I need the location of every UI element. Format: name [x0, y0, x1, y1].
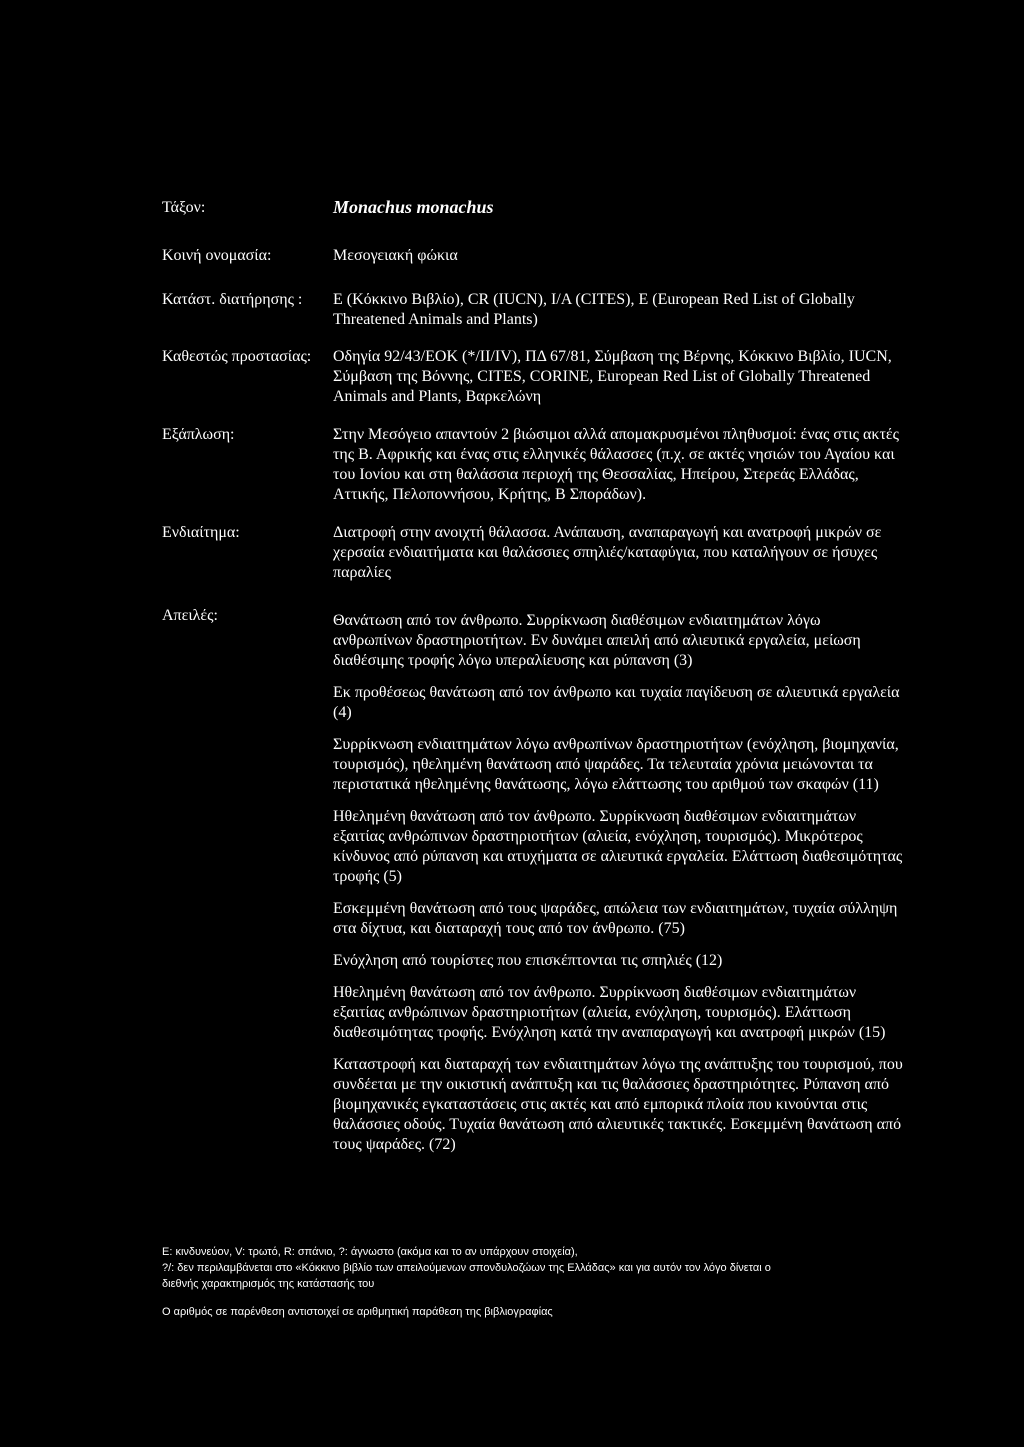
threat-item: Ενόχληση από τουρίστες που επισκέπτονται τις σπηλιές (12)	[333, 952, 723, 969]
threat-item: Ηθελημένη θανάτωση από τον άνθρωπο. Συρρίκνωση διαθέσιμων ενδιαιτημάτων εξαιτίας ανθρώπινων δραστηριοτήτων (αλιεία, ενόχληση, τουρισμός). Μικρότερος κίνδυνος από ρύπανση και ατυχήματα σε αλιευτικά εργαλεία. Ελάττωση διαθεσιμότητας τροφής (5)	[333, 808, 903, 885]
threat-item: Ηθελημένη θανάτωση από τον άνθρωπο. Συρρίκνωση διαθέσιμων ενδιαιτημάτων εξαιτίας ανθρώπινων δραστηριοτήτων (αλιεία, ενόχληση, τουρισμός). Ελάττωση διαθεσιμότητας τροφής. Ενόχληση κατά την αναπαραγωγή και ανατροφή μικρών (15)	[333, 984, 886, 1041]
threat-item: Συρρίκνωση ενδιαιτημάτων λόγω ανθρωπίνων δραστηριοτήτων (ενόχληση, βιομηχανία, τουρισμός), ηθελημένη θανάτωση από ψαράδες. Τα τελευταία χρόνια μειώνονται τα περιστατικά ηθελημένης θανάτωσης, λόγω ελάττωσης του αριθμού των σκαφών (11)	[333, 736, 899, 793]
footnotes	[162, 1244, 862, 1320]
taxon-value: Monachus monachus	[333, 197, 494, 217]
common-name-label: Κοινή ονομασία:	[162, 247, 272, 264]
threat-item: Καταστροφή και διαταραχή των ενδιαιτημάτων λόγω της ανάπτυξης του τουρισμού, που συνδέεται με την οικιστική ανάπτυξη και τις θαλάσσιες δραστηριότητες. Ρύπανση από βιομηχανικές εγκαταστάσεις στις ακτές και από εμπορικά πλοία που κινούνται στις θαλάσσιες οδούς. Τυχαία θανάτωση από αλιευτικές τακτικές. Εσκεμμένη θανάτωση από τους ψαράδες. (72)	[333, 1056, 903, 1153]
taxon-label: Τάξον:	[162, 199, 206, 216]
threat-item: Εσκεμμένη θανάτωση από τους ψαράδες, απώλεια των ενδιαιτημάτων, τυχαία σύλληψη στα δίχτυα, και διαταραχή τους από τον άνθρωπο. (75)	[333, 900, 898, 937]
habitat-label: Ενδιαίτημα:	[162, 524, 240, 541]
threat-item: Θανάτωση από τον άνθρωπο. Συρρίκνωση διαθέσιμων ενδιαιτημάτων λόγω ανθρωπίνων δραστηριοτήτων. Εν δυνάμει απειλή από αλιευτικά εργαλεία, μείωση διαθέσιμης τροφής λόγω υπεραλίευσης και ρύπανση (3)	[333, 612, 861, 669]
threat-item: Εκ προθέσεως θανάτωση από τον άνθρωπο και τυχαία παγίδευση σε αλιευτικά εργαλεία (4)	[333, 684, 900, 721]
habitat-value: Διατροφή στην ανοιχτή θάλασσα. Ανάπαυση, αναπαραγωγή και ανατροφή μικρών σε χερσαία ενδιαιτήματα και θαλάσσιες σπηλιές/καταφύγια, που καταλήγουν σε ήσυχες παραλίες	[333, 524, 882, 581]
threats-label: Απειλές:	[162, 607, 218, 624]
conservation-status-value: E (Κόκκινο Βιβλίο), CR (IUCN), I/A (CITES), E (European Red List of Globally Threatened Animals and Plants)	[333, 291, 855, 328]
conservation-status-label: Κατάστ. διατήρησης :	[162, 291, 303, 308]
threats-list	[333, 611, 903, 1167]
footnote-references: Ο αριθμός σε παρένθεση αντιστοιχεί σε αριθμητική παράθεση της βιβλιογραφίας	[162, 1306, 553, 1318]
distribution-value: Στην Μεσόγειο απαντούν 2 βιώσιμοι αλλά απομακρυσμένοι πληθυσμοί: ένας στις ακτές της Β. Αφρικής και ένας στις ελληνικές θάλασσες (π.χ. σε ακτές νησιών του Αγαίου και του Ιονίου και στη θαλάσσια περιοχή της Θεσσαλίας, Ηπείρου, Στερεάς Ελλάδας, Αττικής, Πελοποννήσου, Κρήτης, Β Σποράδων).	[333, 426, 899, 503]
footnote-legend: E: κινδυνεύον, V: τρωτό, R: σπάνιο, ?: άγνωστο (ακόμα και το αν υπάρχουν στοιχεία),	[162, 1246, 578, 1258]
protection-status-value: Οδηγία 92/43/ΕΟΚ (*/II/IV), ΠΔ 67/81, Σύμβαση της Βέρνης, Κόκκινο Βιβλίο, IUCN, Σύμβαση της Βόννης, CITES, CORINE, European Red List of Globally Threatened Animals and Plants, Βαρκελώνη	[333, 348, 892, 405]
distribution-label: Εξάπλωση:	[162, 426, 235, 443]
footnote-note: ?/: δεν περιλαμβάνεται στο «Κόκκινο βιβλίο των απειλούμενων σπονδυλοζώων της Ελλάδας» και για αυτόν τον λόγο δίνεται ο διεθνής χαρακτηρισμός της κατάστασής του	[162, 1262, 771, 1290]
common-name-value: Μεσογειακή φώκια	[333, 247, 458, 264]
protection-status-label: Καθεστώς προστασίας:	[162, 348, 312, 365]
